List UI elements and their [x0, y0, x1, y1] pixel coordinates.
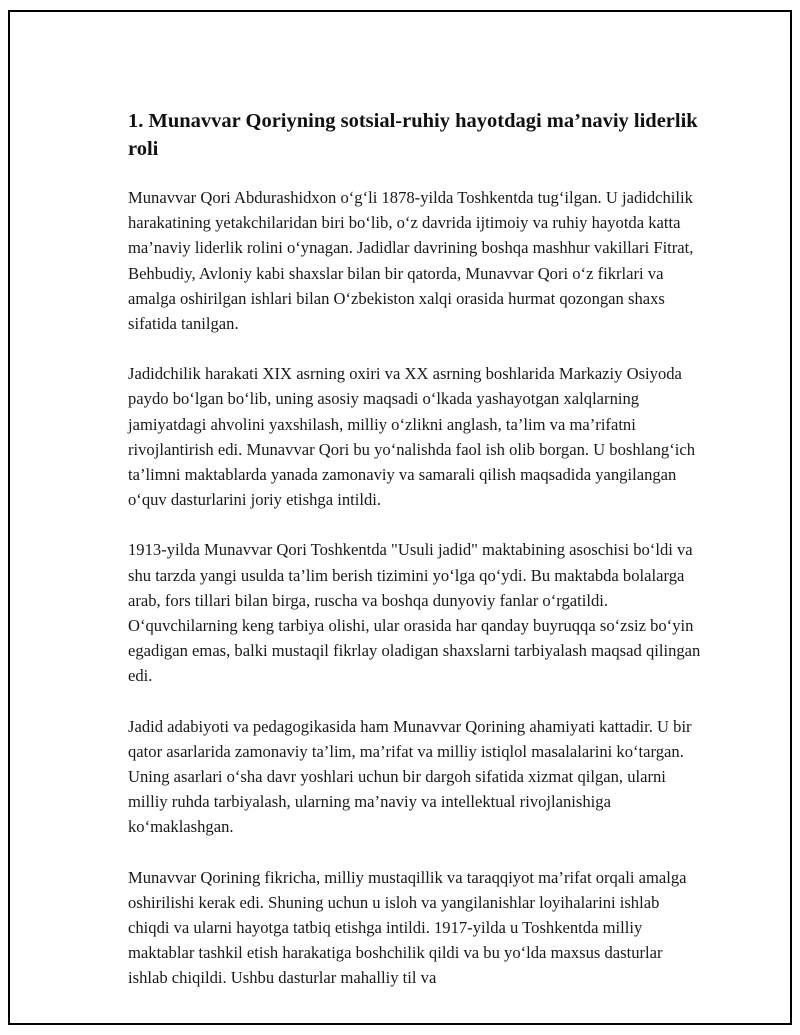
paragraph-2: Jadidchilik harakati XIX asrning oxiri va XX asrning boshlarida Markaziy Osiyoda paydo bo‘lgan bo‘lib, uning asosiy maqsadi o‘lkada yashayotgan xalqlarning jamiyatdagi ahvolini yaxshilash, milliy o‘zlikni anglash, ta’lim va ma’rifatni rivojlantirish edi. Munavvar Qori bu yo‘nalishda faol ish olib borgan. U boshlang‘ich ta’limni maktablarda yanada zamonaviy va samarali qilish maqsadida yangilangan o‘quv dasturlarini joriy etishga intildi. [128, 364, 696, 510]
paragraph-3: 1913-yilda Munavvar Qori Toshkentda "Usuli jadid" maktabining asoschisi bo‘ldi va shu tarzda yangi usulda ta’lim berish tizimini yo‘lga qo‘ydi. Bu maktabda bolalarga arab, fors tillari bilan birga, ruscha va boshqa dunyoviy fanlar o‘rgatildi. O‘quvchilarning keng tarbiya olishi, ular orasida har qanday buyruqqa so‘zsiz bo‘yin egadigan emas, balki mustaqil fikrlay oladigan shaxslarni tarbiyalash maqsad qilingan edi. [128, 540, 701, 686]
document-body [128, 107, 702, 1016]
paragraph-4: Jadid adabiyoti va pedagogikasida ham Munavvar Qorining ahamiyati kattadir. U bir qator asarlarida zamonaviy ta’lim, ma’rifat va milliy istiqlol masalalarini ko‘targan. Uning asarlari o‘sha davr yoshlari uchun bir dargoh sifatida xizmat qilgan, ularni milliy ruhda tarbiyalash, ularning ma’naviy va intellektual rivojlanishiga ko‘maklashgan. [128, 716, 692, 837]
section-heading: 1. Munavvar Qoriyning sotsial-ruhiy hayotdagi ma’naviy liderlik roli [128, 110, 698, 160]
paragraph-5: Munavvar Qorining fikricha, milliy mustaqillik va taraqqiyot ma’rifat orqali amalga oshirilishi kerak edi. Shuning uchun u isloh va yangilanishlar loyihalarini ishlab chiqdi va ularni hayotga tatbiq etishga intildi. 1917-yilda u Toshkentda milliy maktablar tashkil etish harakatiga boshchilik qildi va bu yo‘lda maxsus dasturlar ishlab chiqildi. Ushbu dasturlar mahalliy til va [128, 867, 687, 988]
paragraph-1: Munavvar Qori Abdurashidxon o‘g‘li 1878-yilda Toshkentda tug‘ilgan. U jadidchilik harakatining yetakchilaridan biri bo‘lib, o‘z davrida ijtimoiy va ruhiy hayotda katta ma’naviy liderlik rolini o‘ynagan. Jadidlar davrining boshqa mashhur vakillari Fitrat, Behbudiy, Avloniy kabi shaxslar bilan bir qatorda, Munavvar Qori o‘z fikrlari va amalga oshirilgan ishlari bilan O‘zbekiston xalqi orasida hurmat qozongan shaxs sifatida tanilgan. [128, 188, 694, 334]
page-frame [8, 10, 792, 1025]
